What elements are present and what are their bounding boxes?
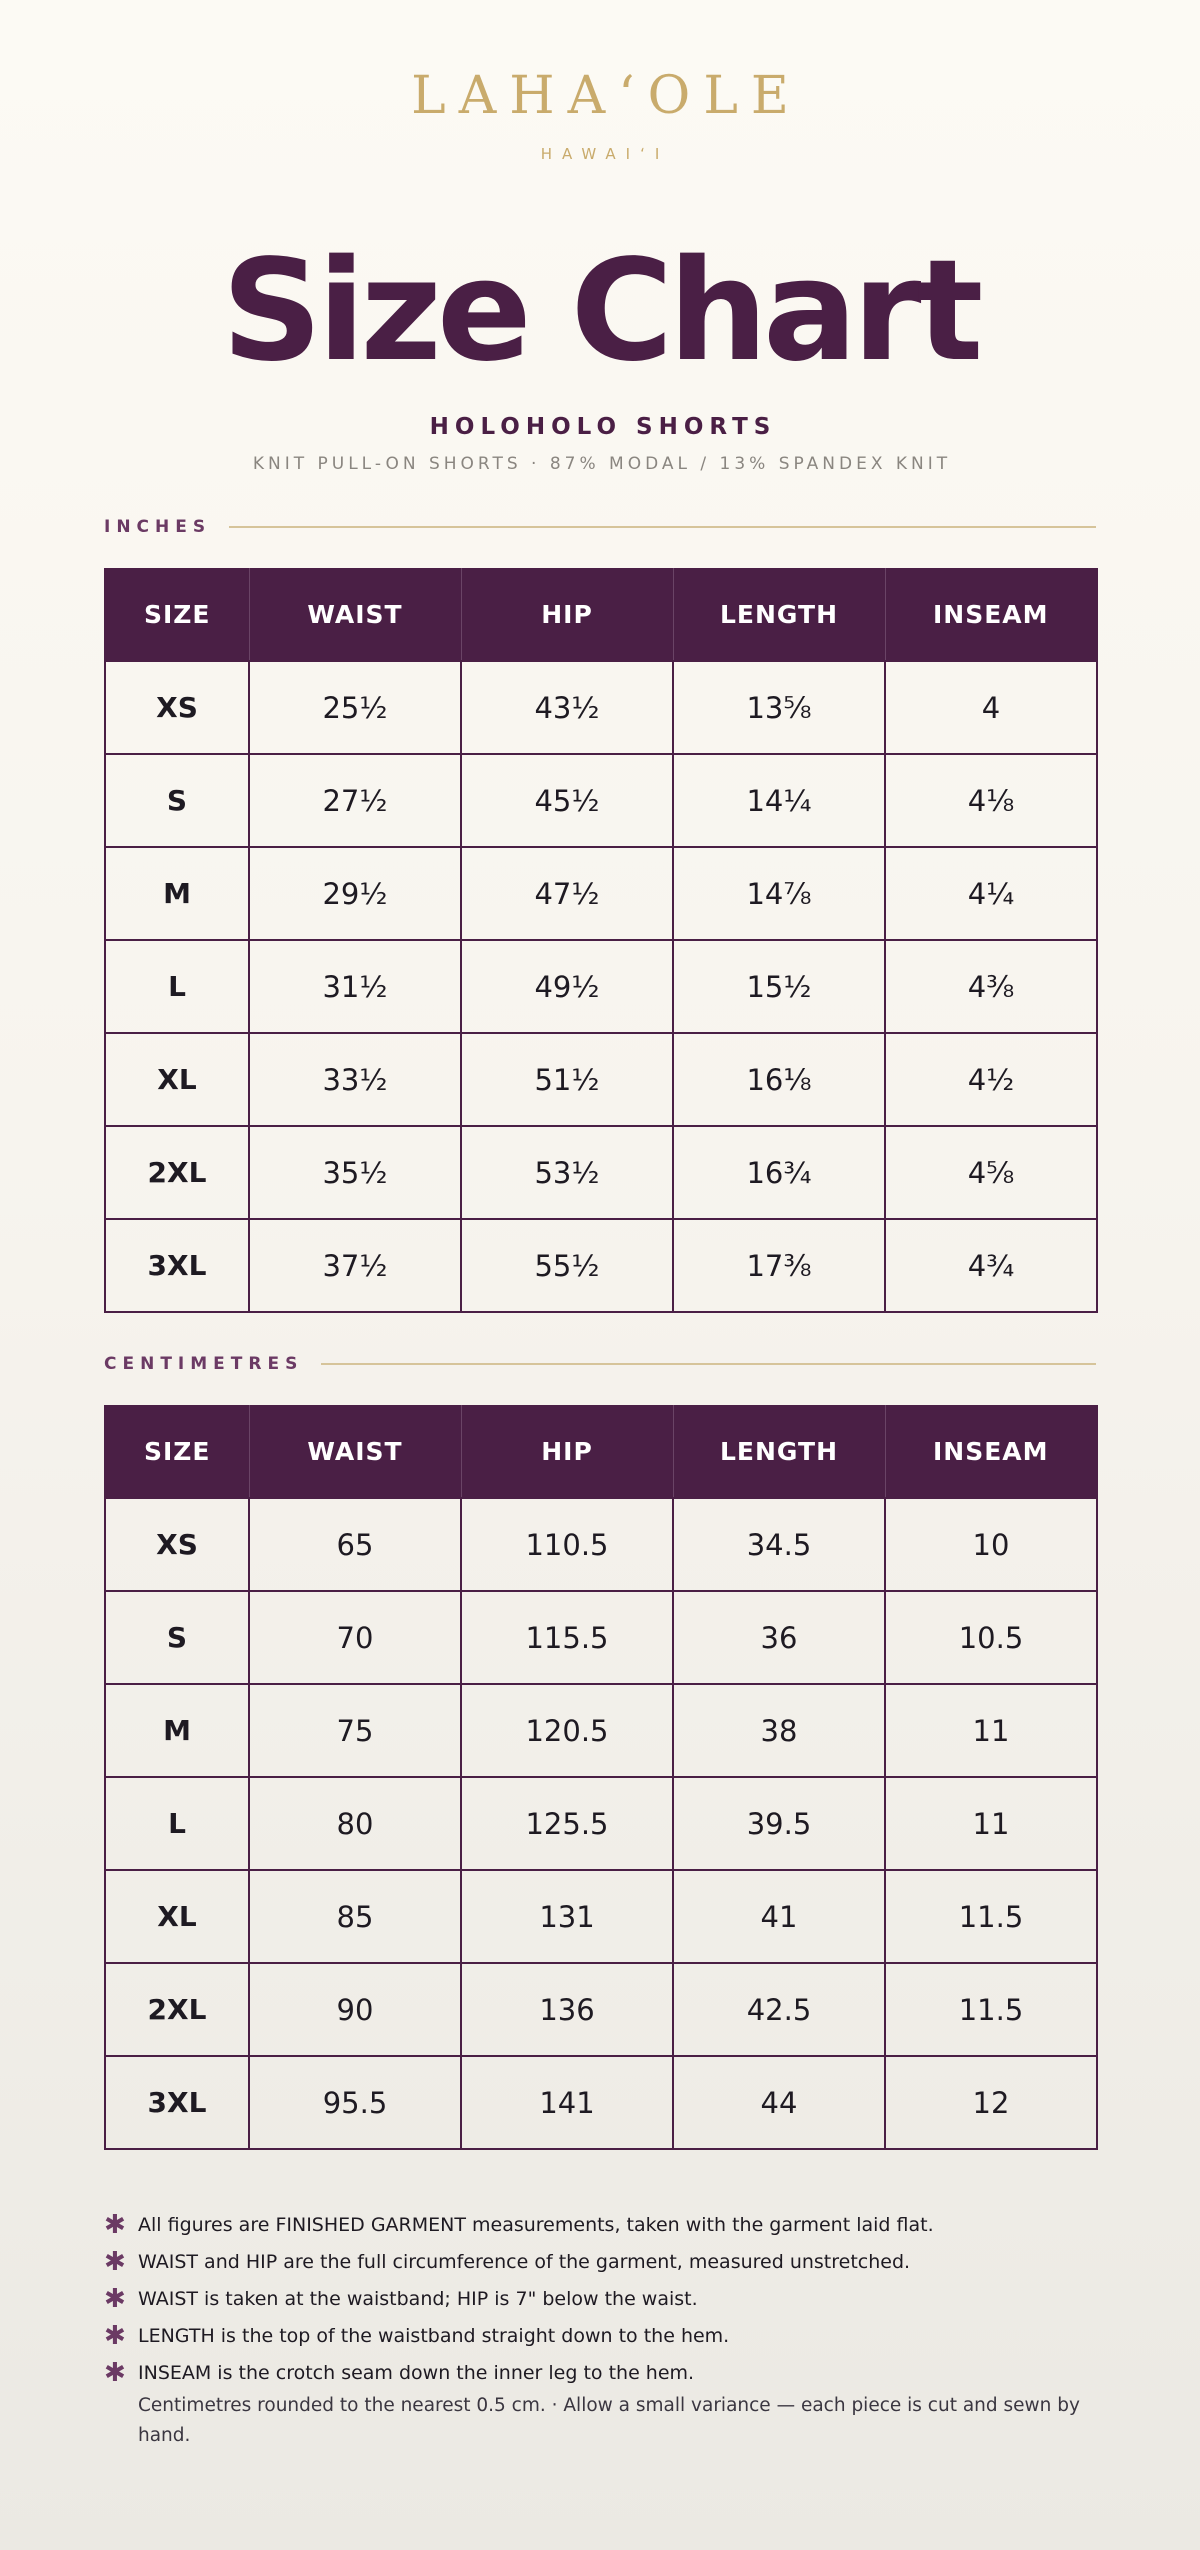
note-text: INSEAM is the crotch seam down the inner leg to the hem. [138, 2361, 695, 2384]
note-text: WAIST and HIP are the full circumference of the garment, measured unstretched. [138, 2250, 911, 2273]
asterisk-icon: ✱ [104, 2357, 126, 2388]
measurement-cell: 41 [673, 1870, 885, 1963]
centimetres-table [104, 1405, 1098, 2150]
measurement-cell: 75 [249, 1684, 461, 1777]
measurement-cell: 11.5 [885, 1963, 1097, 2056]
inches-table [104, 568, 1098, 1313]
table-row [105, 1684, 1097, 1777]
column-header: INSEAM [885, 1405, 1097, 1498]
section-heading-centimetres [104, 1353, 1096, 1375]
product-description: KNIT PULL-ON SHORTS · 87% MODAL / 13% SPANDEX KNIT [252, 454, 952, 474]
measurement-cell: 38 [673, 1684, 885, 1777]
measurement-cell: 17⅜ [673, 1219, 885, 1312]
measurement-cell: 10 [885, 1498, 1097, 1591]
note-item [104, 2243, 1104, 2280]
measurement-cell: 15½ [673, 940, 885, 1033]
measurement-cell: 95.5 [249, 2056, 461, 2149]
measurement-cell: 4¾ [885, 1219, 1097, 1312]
asterisk-icon: ✱ [104, 2209, 126, 2240]
note-item [104, 2354, 1104, 2391]
measurement-cell: 45½ [461, 754, 673, 847]
measurement-cell: 34.5 [673, 1498, 885, 1591]
column-header: WAIST [249, 568, 461, 661]
section-divider [321, 1363, 1096, 1365]
measurement-cell: 65 [249, 1498, 461, 1591]
measurement-cell: 31½ [249, 940, 461, 1033]
measurement-cell: 25½ [249, 661, 461, 754]
measurement-cell: 53½ [461, 1126, 673, 1219]
measurement-cell: 90 [249, 1963, 461, 2056]
table-row [105, 1219, 1097, 1312]
measurement-cell: 14¼ [673, 754, 885, 847]
column-header: SIZE [105, 568, 249, 661]
size-cell: L [105, 1777, 249, 1870]
table-header-row [105, 568, 1097, 661]
brand-subtitle: HAWAIʻI [540, 145, 670, 163]
measurement-cell: 11 [885, 1684, 1097, 1777]
measurement-cell: 33½ [249, 1033, 461, 1126]
column-header: HIP [461, 1405, 673, 1498]
table-row [105, 2056, 1097, 2149]
size-cell: 3XL [105, 1219, 249, 1312]
measurement-cell: 27½ [249, 754, 461, 847]
note-item [104, 2206, 1104, 2243]
measurement-cell: 141 [461, 2056, 673, 2149]
measurement-cell: 10.5 [885, 1591, 1097, 1684]
table-row [105, 1591, 1097, 1684]
table-row [105, 1498, 1097, 1591]
size-cell: XL [105, 1870, 249, 1963]
measurement-cell: 110.5 [461, 1498, 673, 1591]
measurement-cell: 14⅞ [673, 847, 885, 940]
note-text: LENGTH is the top of the waistband straight down to the hem. [138, 2324, 730, 2347]
table-row [105, 1777, 1097, 1870]
measurement-cell: 35½ [249, 1126, 461, 1219]
table-row [105, 940, 1097, 1033]
measurement-notes [104, 2206, 1104, 2446]
measurement-cell: 136 [461, 1963, 673, 2056]
measurement-cell: 55½ [461, 1219, 673, 1312]
size-cell: XL [105, 1033, 249, 1126]
measurement-cell: 12 [885, 2056, 1097, 2149]
size-cell: L [105, 940, 249, 1033]
note-item [104, 2317, 1104, 2354]
measurement-cell: 131 [461, 1870, 673, 1963]
measurement-cell: 85 [249, 1870, 461, 1963]
table-row [105, 1963, 1097, 2056]
measurement-cell: 51½ [461, 1033, 673, 1126]
measurement-cell: 11 [885, 1777, 1097, 1870]
measurement-cell: 29½ [249, 847, 461, 940]
measurement-cell: 4¼ [885, 847, 1097, 940]
size-cell: XS [105, 661, 249, 754]
measurement-cell: 16¾ [673, 1126, 885, 1219]
measurement-cell: 4⅜ [885, 940, 1097, 1033]
section-heading-inches [104, 516, 1096, 538]
table-row [105, 661, 1097, 754]
page-title: Size Chart [221, 230, 979, 393]
column-header: LENGTH [673, 568, 885, 661]
measurement-cell: 70 [249, 1591, 461, 1684]
size-cell: XS [105, 1498, 249, 1591]
size-cell: 3XL [105, 2056, 249, 2149]
measurement-cell: 42.5 [673, 1963, 885, 2056]
column-header: LENGTH [673, 1405, 885, 1498]
measurement-cell: 115.5 [461, 1591, 673, 1684]
size-cell: S [105, 1591, 249, 1684]
measurement-cell: 4½ [885, 1033, 1097, 1126]
asterisk-icon: ✱ [104, 2320, 126, 2351]
measurement-cell: 4⅛ [885, 754, 1097, 847]
column-header: HIP [461, 568, 673, 661]
measurement-cell: 39.5 [673, 1777, 885, 1870]
measurement-cell: 36 [673, 1591, 885, 1684]
footnote: Centimetres rounded to the nearest 0.5 cm. · Allow a small variance — each piece is cut and sewn by hand. [138, 2395, 1080, 2446]
table-header-row [105, 1405, 1097, 1498]
column-header: SIZE [105, 1405, 249, 1498]
column-header: INSEAM [885, 568, 1097, 661]
measurement-cell: 47½ [461, 847, 673, 940]
measurement-cell: 11.5 [885, 1870, 1097, 1963]
section-label: CENTIMETRES [104, 1354, 304, 1374]
table-row [105, 754, 1097, 847]
section-label: INCHES [104, 517, 212, 537]
measurement-cell: 49½ [461, 940, 673, 1033]
column-header: WAIST [249, 1405, 461, 1498]
note-text: WAIST is taken at the waistband; HIP is 7" below the waist. [138, 2287, 698, 2310]
size-cell: M [105, 1684, 249, 1777]
size-cell: S [105, 754, 249, 847]
product-name: HOLOHOLO SHORTS [429, 414, 777, 440]
table-row [105, 847, 1097, 940]
measurement-cell: 43½ [461, 661, 673, 754]
measurement-cell: 44 [673, 2056, 885, 2149]
note-item [104, 2280, 1104, 2317]
measurement-cell: 16⅛ [673, 1033, 885, 1126]
note-text: All figures are FINISHED GARMENT measurements, taken with the garment laid flat. [138, 2213, 934, 2236]
measurement-cell: 13⅝ [673, 661, 885, 754]
brand-logo: LAHAʻOLE [411, 66, 802, 126]
size-cell: M [105, 847, 249, 940]
asterisk-icon: ✱ [104, 2283, 126, 2314]
size-cell: 2XL [105, 1126, 249, 1219]
section-divider [229, 526, 1096, 528]
size-cell: 2XL [105, 1963, 249, 2056]
measurement-cell: 80 [249, 1777, 461, 1870]
measurement-cell: 125.5 [461, 1777, 673, 1870]
table-row [105, 1870, 1097, 1963]
measurement-cell: 120.5 [461, 1684, 673, 1777]
measurement-cell: 4 [885, 661, 1097, 754]
asterisk-icon: ✱ [104, 2246, 126, 2277]
table-row [105, 1033, 1097, 1126]
measurement-cell: 37½ [249, 1219, 461, 1312]
measurement-cell: 4⅝ [885, 1126, 1097, 1219]
table-row [105, 1126, 1097, 1219]
